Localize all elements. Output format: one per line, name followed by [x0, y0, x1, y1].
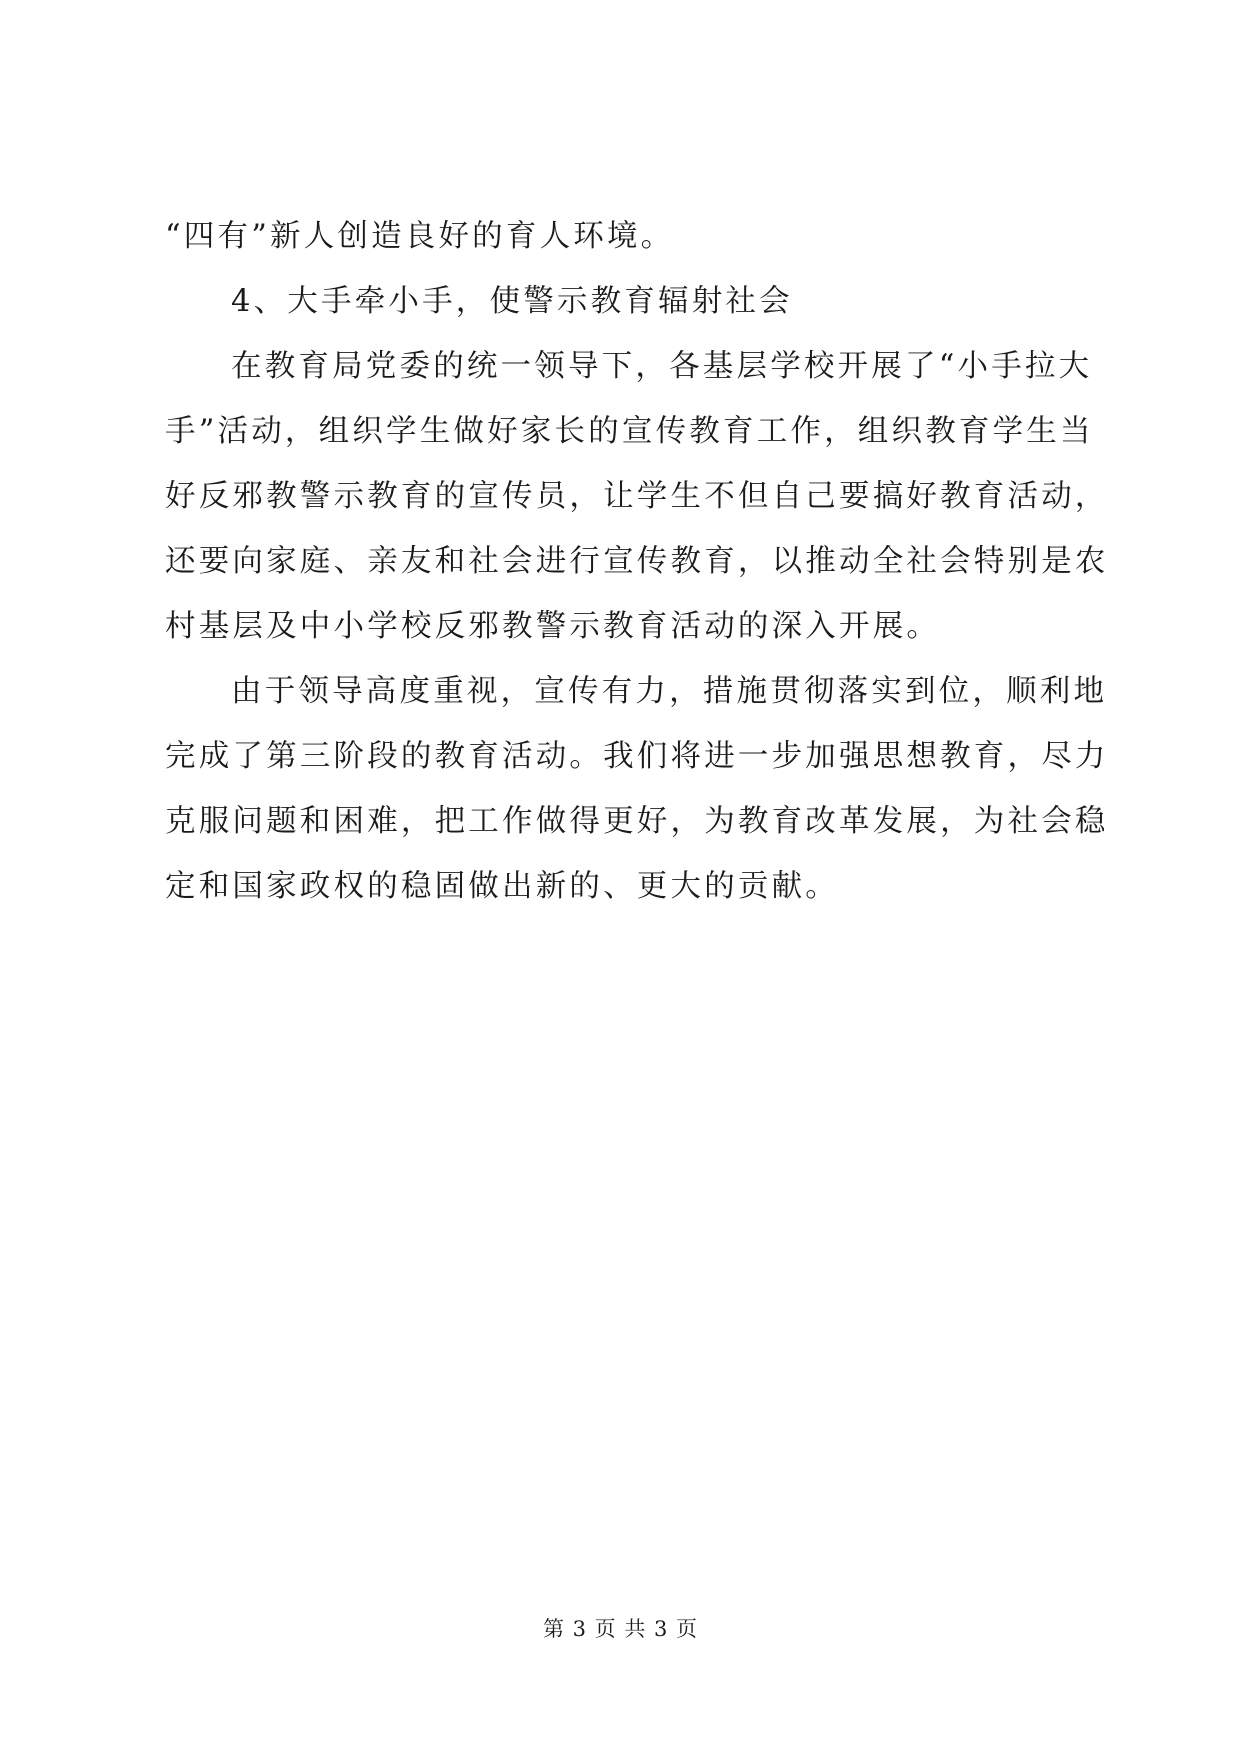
body-line: 还要向家庭、亲友和社会进行宣传教育，以推动全社会特别是农 — [165, 544, 1109, 579]
body-line: 在教育局党委的统一领导下，各基层学校开展了“小手拉大 — [231, 349, 1093, 384]
body-line: 完成了第三阶段的教育活动。我们将进一步加强思想教育，尽力 — [165, 739, 1109, 774]
body-line: 克服问题和困难，把工作做得更好，为教育改革发展，为社会稳 — [165, 804, 1109, 839]
body-line: 手”活动，组织学生做好家长的宣传教育工作，组织教育学生当 — [165, 414, 1094, 449]
section-heading: 4、大手牵小手，使警示教育辐射社会 — [231, 284, 793, 319]
page-footer — [0, 1614, 1241, 1644]
page-number: 第 3 页 共 3 页 — [542, 1617, 699, 1641]
body-line: 由于领导高度重视，宣传有力，措施贯彻落实到位，顺利地 — [231, 674, 1108, 709]
document-body — [165, 204, 1109, 919]
body-line: 村基层及中小学校反邪教警示教育活动的深入开展。 — [165, 609, 941, 644]
body-line: 定和国家政权的稳固做出新的、更大的贡献。 — [165, 869, 839, 904]
body-line: “四有”新人创造良好的育人环境。 — [165, 219, 675, 254]
body-line: 好反邪教警示教育的宣传员，让学生不但自己要搞好教育活动， — [165, 479, 1109, 514]
